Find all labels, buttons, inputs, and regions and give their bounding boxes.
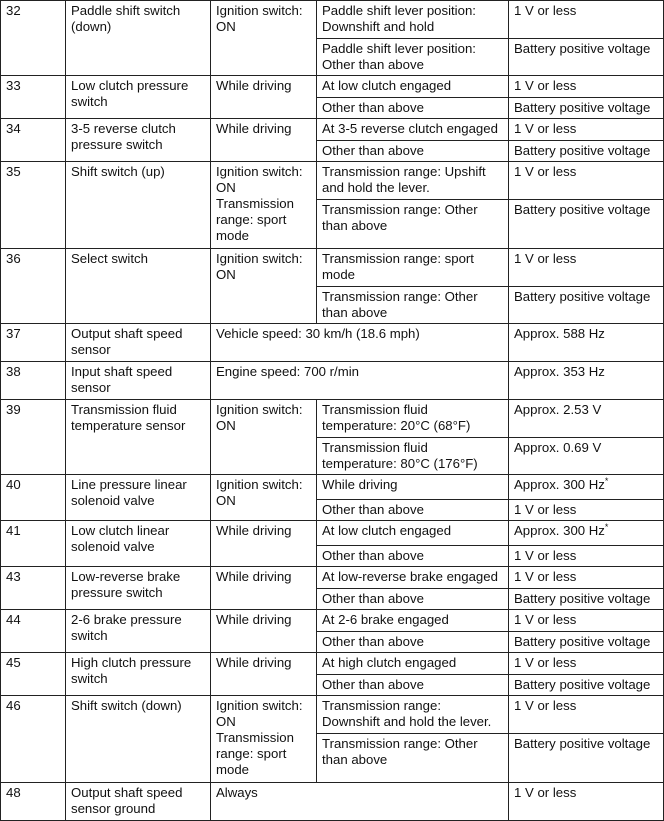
condition-detail-cell: Other than above [317,632,509,653]
condition-cell: Ignition switch: ON [211,249,317,324]
table-row [1,521,664,546]
terminal-number: 33 [1,76,66,119]
value-cell [509,521,664,546]
terminal-number: 48 [1,783,66,821]
condition-cell: Ignition switch: ON [211,400,317,475]
value-cell [509,162,664,200]
condition-detail-cell: At 2-6 brake engaged [317,610,509,632]
value-text: 1 V or less [514,121,577,136]
description-cell: 2-6 brake pressure switch [66,610,211,653]
description-cell: High clutch pressure switch [66,653,211,696]
condition-cell: Engine speed: 700 r/min [211,362,509,400]
condition-detail-cell: Transmission range: Other than above [317,734,509,783]
value-text: 1 V or less [514,78,577,93]
value-text: Battery positive voltage [514,634,651,649]
terminal-number: 35 [1,162,66,249]
condition-detail-cell: At low-reverse brake engaged [317,567,509,589]
terminal-number: 40 [1,475,66,521]
value-cell [509,249,664,287]
condition-detail-cell: Transmission range: Other than above [317,200,509,249]
value-cell: 1 V or less [509,783,664,821]
condition-cell: Always [211,783,509,821]
value-text: Battery positive voltage [514,677,651,692]
condition-detail-cell: Other than above [317,500,509,521]
value-cell [509,76,664,98]
table-row [1,362,664,400]
table-row [1,249,664,287]
terminal-number: 45 [1,653,66,696]
terminal-number: 38 [1,362,66,400]
terminal-number: 43 [1,567,66,610]
value-text: 1 V or less [514,569,577,584]
description-cell: 3-5 reverse clutch pressure switch [66,119,211,162]
description-cell: Low clutch linear solenoid valve [66,521,211,567]
value-cell [509,675,664,696]
value-text: 1 V or less [514,698,577,713]
value-text: Battery positive voltage [514,41,651,56]
value-cell [509,653,664,675]
condition-detail-cell: Other than above [317,675,509,696]
footnote-mark: * [604,522,609,532]
value-text: Approx. 0.69 V [514,440,602,455]
value-text: 1 V or less [514,548,577,563]
value-cell [509,98,664,119]
value-cell: Approx. 588 Hz [509,324,664,362]
condition-detail-cell: Transmission range: Downshift and hold the lever. [317,696,509,734]
table-row [1,567,664,589]
table-row [1,1,664,39]
condition-detail-cell: At low clutch engaged [317,521,509,546]
value-cell [509,610,664,632]
value-cell [509,734,664,783]
condition-cell: While driving [211,521,317,567]
value-text: 1 V or less [514,502,577,517]
value-text: Battery positive voltage [514,289,651,304]
condition-cell: While driving [211,119,317,162]
value-cell [509,475,664,500]
description-cell: Paddle shift switch (down) [66,1,211,76]
value-text: 1 V or less [514,612,577,627]
condition-cell: Vehicle speed: 30 km/h (18.6 mph) [211,324,509,362]
condition-detail-cell: At 3-5 reverse clutch engaged [317,119,509,141]
value-cell [509,141,664,162]
description-cell: Line pressure linear solenoid valve [66,475,211,521]
terminal-number: 41 [1,521,66,567]
value-text: Battery positive voltage [514,143,651,158]
description-cell: Input shaft speed sensor [66,362,211,400]
description-cell: Low clutch pressure switch [66,76,211,119]
table-row [1,783,664,821]
table-row [1,162,664,200]
condition-detail-cell: While driving [317,475,509,500]
value-cell [509,200,664,249]
condition-cell: While driving [211,653,317,696]
value-cell [509,119,664,141]
table-row [1,119,664,141]
value-cell [509,500,664,521]
description-cell: Low-reverse brake pressure switch [66,567,211,610]
value-text: Battery positive voltage [514,202,651,217]
value-text: Battery positive voltage [514,100,651,115]
condition-cell: Ignition switch: ON [211,475,317,521]
value-text: Approx. 300 Hz [514,523,605,538]
value-text: 1 V or less [514,655,577,670]
description-cell: Shift switch (up) [66,162,211,249]
value-cell [509,400,664,438]
condition-detail-cell: Transmission range: sport mode [317,249,509,287]
value-text: 1 V or less [514,164,577,179]
condition-cell: While driving [211,567,317,610]
value-text: 1 V or less [514,251,577,266]
value-cell [509,1,664,39]
value-text: Approx. 300 Hz [514,477,605,492]
condition-detail-cell: Paddle shift lever position: Other than above [317,39,509,76]
table-row [1,610,664,632]
terminal-number: 32 [1,1,66,76]
value-cell [509,287,664,324]
condition-detail-cell: Transmission fluid temperature: 20°C (68°F) [317,400,509,438]
condition-detail-cell: Transmission range: Upshift and hold the lever. [317,162,509,200]
value-text: 1 V or less [514,3,577,18]
value-cell [509,567,664,589]
condition-cell: Ignition switch: ON [211,1,317,76]
value-cell: Approx. 353 Hz [509,362,664,400]
description-cell: Transmission fluid temperature sensor [66,400,211,475]
condition-cell: Ignition switch: ON Transmission range: sport mode [211,696,317,783]
table-body [1,1,664,821]
value-cell [509,632,664,653]
value-text: Battery positive voltage [514,736,651,751]
condition-cell: While driving [211,610,317,653]
value-cell [509,696,664,734]
table-row [1,76,664,98]
condition-detail-cell: Other than above [317,141,509,162]
table-row [1,400,664,438]
value-cell [509,39,664,76]
value-cell [509,589,664,610]
terminal-number: 44 [1,610,66,653]
terminal-number: 34 [1,119,66,162]
terminal-number: 36 [1,249,66,324]
condition-detail-cell: Other than above [317,546,509,567]
value-text: Approx. 2.53 V [514,402,602,417]
condition-detail-cell: Other than above [317,589,509,610]
condition-detail-cell: At high clutch engaged [317,653,509,675]
terminal-number: 46 [1,696,66,783]
footnote-mark: * [604,476,609,486]
condition-cell: Ignition switch: ON Transmission range: sport mode [211,162,317,249]
description-cell: Output shaft speed sensor [66,324,211,362]
description-cell: Output shaft speed sensor ground [66,783,211,821]
value-text: Battery positive voltage [514,591,651,606]
table-row [1,653,664,675]
condition-detail-cell: Paddle shift lever position: Downshift and hold [317,1,509,39]
condition-detail-cell: Other than above [317,98,509,119]
condition-detail-cell: Transmission range: Other than above [317,287,509,324]
value-cell [509,546,664,567]
value-cell [509,438,664,475]
table-row [1,324,664,362]
terminal-number: 39 [1,400,66,475]
condition-cell: While driving [211,76,317,119]
table-row [1,475,664,500]
condition-detail-cell: At low clutch engaged [317,76,509,98]
table-row [1,696,664,734]
description-cell: Shift switch (down) [66,696,211,783]
terminal-number: 37 [1,324,66,362]
description-cell: Select switch [66,249,211,324]
condition-detail-cell: Transmission fluid temperature: 80°C (176°F) [317,438,509,475]
